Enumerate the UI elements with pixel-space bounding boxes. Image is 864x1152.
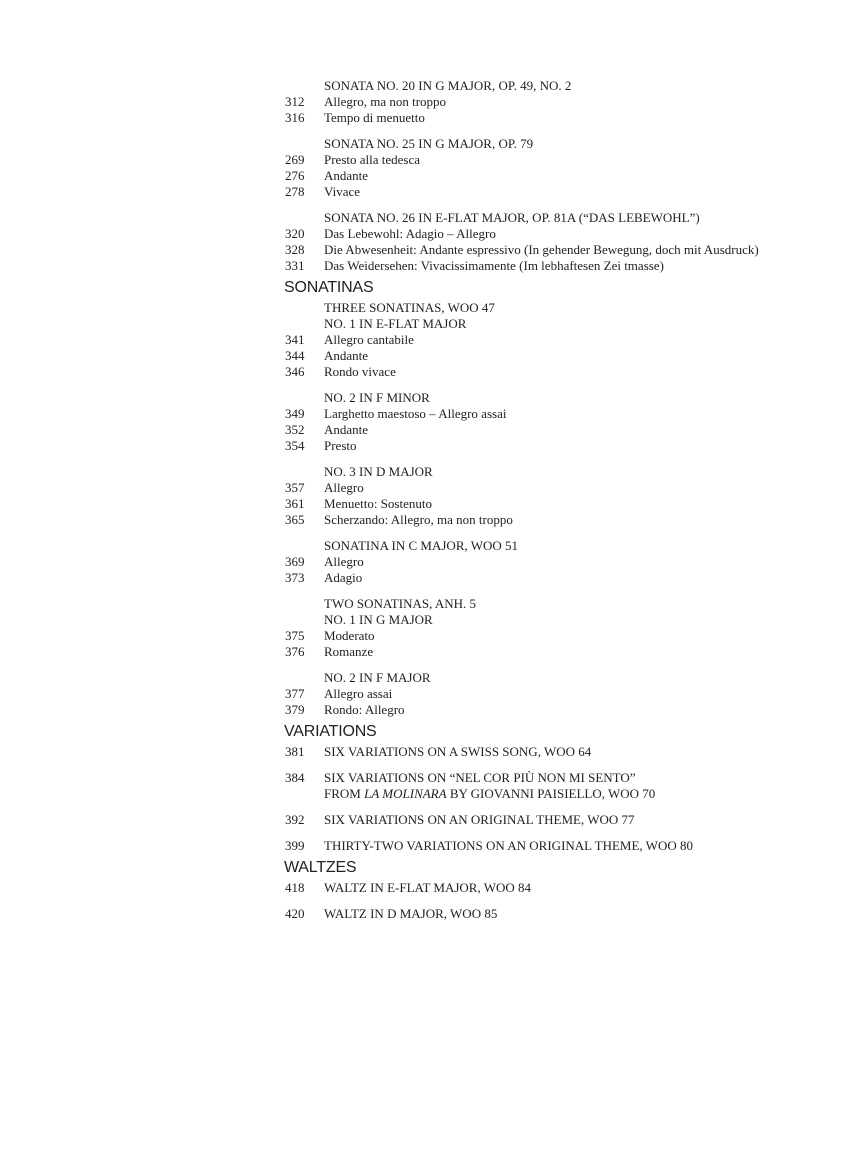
movement-name: Das Weidersehen: Vivacissimamente (Im lebhaftesen Zei tmasse) (324, 258, 664, 273)
sonatina-woo47-no3-group (285, 464, 855, 528)
movement-name: Allegro assai (324, 686, 393, 701)
waltz-entry (285, 880, 855, 896)
movement-row[interactable] (285, 686, 855, 702)
movement-row[interactable] (285, 242, 855, 258)
movement-row[interactable] (285, 184, 855, 200)
section-heading-variations: VARIATIONS (284, 723, 377, 740)
entry-title-suffix: BY GIOVANNI PAISIELLO, WOO 70 (446, 786, 656, 801)
page-number: 331 (285, 258, 305, 273)
page-number: 316 (285, 110, 305, 125)
movement-name: Die Abwesenheit: Andante espressivo (In gehender Bewegung, doch mit Ausdruck) (324, 242, 759, 257)
variation-entry (285, 812, 855, 828)
entry-row[interactable] (285, 812, 855, 828)
sonata-26-group (285, 210, 855, 274)
work-title: TWO SONATINAS, ANH. 5 (324, 596, 477, 611)
movement-row[interactable] (285, 628, 855, 644)
movement-row[interactable] (285, 226, 855, 242)
movement-row[interactable] (285, 258, 855, 274)
work-title-line (285, 464, 855, 480)
work-title-line (285, 670, 855, 686)
movement-name: Moderato (324, 628, 375, 643)
movement-row[interactable] (285, 152, 855, 168)
page-number: 399 (285, 838, 305, 853)
work-subtitle-line (285, 316, 855, 332)
variation-entry (285, 838, 855, 854)
work-subtitle: NO. 1 IN E-FLAT MAJOR (324, 316, 467, 331)
page-number: 278 (285, 184, 305, 199)
movement-row[interactable] (285, 512, 855, 528)
entry-row[interactable] (285, 744, 855, 760)
movement-name: Presto (324, 438, 357, 453)
page-number: 352 (285, 422, 305, 437)
movement-row[interactable] (285, 438, 855, 454)
work-subtitle: NO. 1 IN G MAJOR (324, 612, 433, 627)
movement-row[interactable] (285, 364, 855, 380)
section-heading-sonatinas: SONATINAS (284, 279, 374, 296)
entry-row[interactable] (285, 906, 855, 922)
page-number: 328 (285, 242, 305, 257)
sonata-25-group (285, 136, 855, 200)
page-number: 420 (285, 906, 305, 921)
movement-row[interactable] (285, 480, 855, 496)
movement-name: Allegro (324, 554, 364, 569)
variation-entry (285, 744, 855, 760)
page-number: 276 (285, 168, 305, 183)
entry-row[interactable] (285, 770, 855, 786)
movement-name: Presto alla tedesca (324, 152, 421, 167)
sonatina-woo51-group (285, 538, 855, 586)
work-title-line (285, 78, 855, 94)
movement-row[interactable] (285, 168, 855, 184)
sonatina-woo47-no2-group (285, 390, 855, 454)
entry-title: SIX VARIATIONS ON AN ORIGINAL THEME, WOO 77 (324, 812, 635, 827)
movement-name: Romanze (324, 644, 374, 659)
entry-title: WALTZ IN E-FLAT MAJOR, WOO 84 (324, 880, 532, 895)
movement-row[interactable] (285, 422, 855, 438)
movement-name: Das Lebewohl: Adagio – Allegro (324, 226, 496, 241)
page-number: 379 (285, 702, 305, 717)
page-number: 376 (285, 644, 305, 659)
work-title: SONATINA IN C MAJOR, WOO 51 (324, 538, 519, 553)
sonatina-woo47-no1-group (285, 300, 855, 380)
work-title-line (285, 210, 855, 226)
page-number: 418 (285, 880, 305, 895)
entry-title: THIRTY-TWO VARIATIONS ON AN ORIGINAL THEME, WOO 80 (324, 838, 693, 853)
entry-title-continuation (285, 786, 855, 802)
movement-name: Vivace (324, 184, 361, 199)
section-heading-waltzes: WALTZES (284, 859, 357, 876)
movement-row[interactable] (285, 702, 855, 718)
page-number: 392 (285, 812, 305, 827)
work-title-line (285, 390, 855, 406)
movement-row[interactable] (285, 644, 855, 660)
movement-name: Larghetto maestoso – Allegro assai (324, 406, 507, 421)
entry-title: SIX VARIATIONS ON A SWISS SONG, WOO 64 (324, 744, 592, 759)
movement-name: Scherzando: Allegro, ma non troppo (324, 512, 513, 527)
movement-row[interactable] (285, 348, 855, 364)
movement-name: Tempo di menuetto (324, 110, 425, 125)
work-title-line (285, 538, 855, 554)
contents-list (285, 78, 855, 932)
movement-name: Allegro (324, 480, 364, 495)
movement-name: Andante (324, 422, 369, 437)
movement-row[interactable] (285, 332, 855, 348)
movement-row[interactable] (285, 496, 855, 512)
entry-title-prefix: FROM (324, 786, 365, 801)
movement-name: Rondo: Allegro (324, 702, 405, 717)
work-title: SONATA NO. 26 IN E-FLAT MAJOR, OP. 81A (“DAS LEBEWOHL”) (324, 210, 700, 225)
work-title: SONATA NO. 20 IN G MAJOR, OP. 49, NO. 2 (324, 78, 572, 93)
work-title-line (285, 596, 855, 612)
work-title: NO. 3 IN D MAJOR (324, 464, 433, 479)
opera-title: LA MOLINARA (364, 786, 447, 801)
movement-row[interactable] (285, 406, 855, 422)
page-number: 365 (285, 512, 305, 527)
sonatina-anh5-no2-group (285, 670, 855, 718)
work-title-line (285, 300, 855, 316)
movement-name: Menuetto: Sostenuto (324, 496, 432, 511)
movement-name: Andante (324, 168, 369, 183)
page-number: 375 (285, 628, 305, 643)
page-number: 346 (285, 364, 305, 379)
movement-name: Rondo vivace (324, 364, 396, 379)
page-number: 344 (285, 348, 305, 363)
movement-name: Allegro, ma non troppo (324, 94, 447, 109)
entry-title: SIX VARIATIONS ON “NEL COR PIÙ NON MI SENTO” (324, 770, 636, 785)
movement-name: Adagio (324, 570, 363, 585)
movement-row[interactable] (285, 554, 855, 570)
page-number: 377 (285, 686, 305, 701)
page-number: 369 (285, 554, 305, 569)
page-number: 349 (285, 406, 305, 421)
entry-row[interactable] (285, 838, 855, 854)
movement-row[interactable] (285, 94, 855, 110)
movement-row[interactable] (285, 110, 855, 126)
work-title-line (285, 136, 855, 152)
sonatina-anh5-no1-group (285, 596, 855, 660)
work-title: NO. 2 IN F MAJOR (324, 670, 431, 685)
work-title: SONATA NO. 25 IN G MAJOR, OP. 79 (324, 136, 534, 151)
work-subtitle-line (285, 612, 855, 628)
entry-title: WALTZ IN D MAJOR, WOO 85 (324, 906, 498, 921)
page-number: 269 (285, 152, 305, 167)
page-number: 341 (285, 332, 305, 347)
movement-row[interactable] (285, 570, 855, 586)
movement-name: Andante (324, 348, 369, 363)
waltz-entry (285, 906, 855, 922)
page-number: 381 (285, 744, 305, 759)
movement-name: Allegro cantabile (324, 332, 414, 347)
work-title: NO. 2 IN F MINOR (324, 390, 430, 405)
page-number: 354 (285, 438, 305, 453)
sonata-20-group (285, 78, 855, 126)
page-number: 384 (285, 770, 305, 785)
page-number: 373 (285, 570, 305, 585)
page-number: 357 (285, 480, 305, 495)
variation-entry (285, 770, 855, 802)
work-title: THREE SONATINAS, WOO 47 (324, 300, 495, 315)
page-number: 320 (285, 226, 305, 241)
page-number: 312 (285, 94, 305, 109)
page-number: 361 (285, 496, 305, 511)
entry-row[interactable] (285, 880, 855, 896)
